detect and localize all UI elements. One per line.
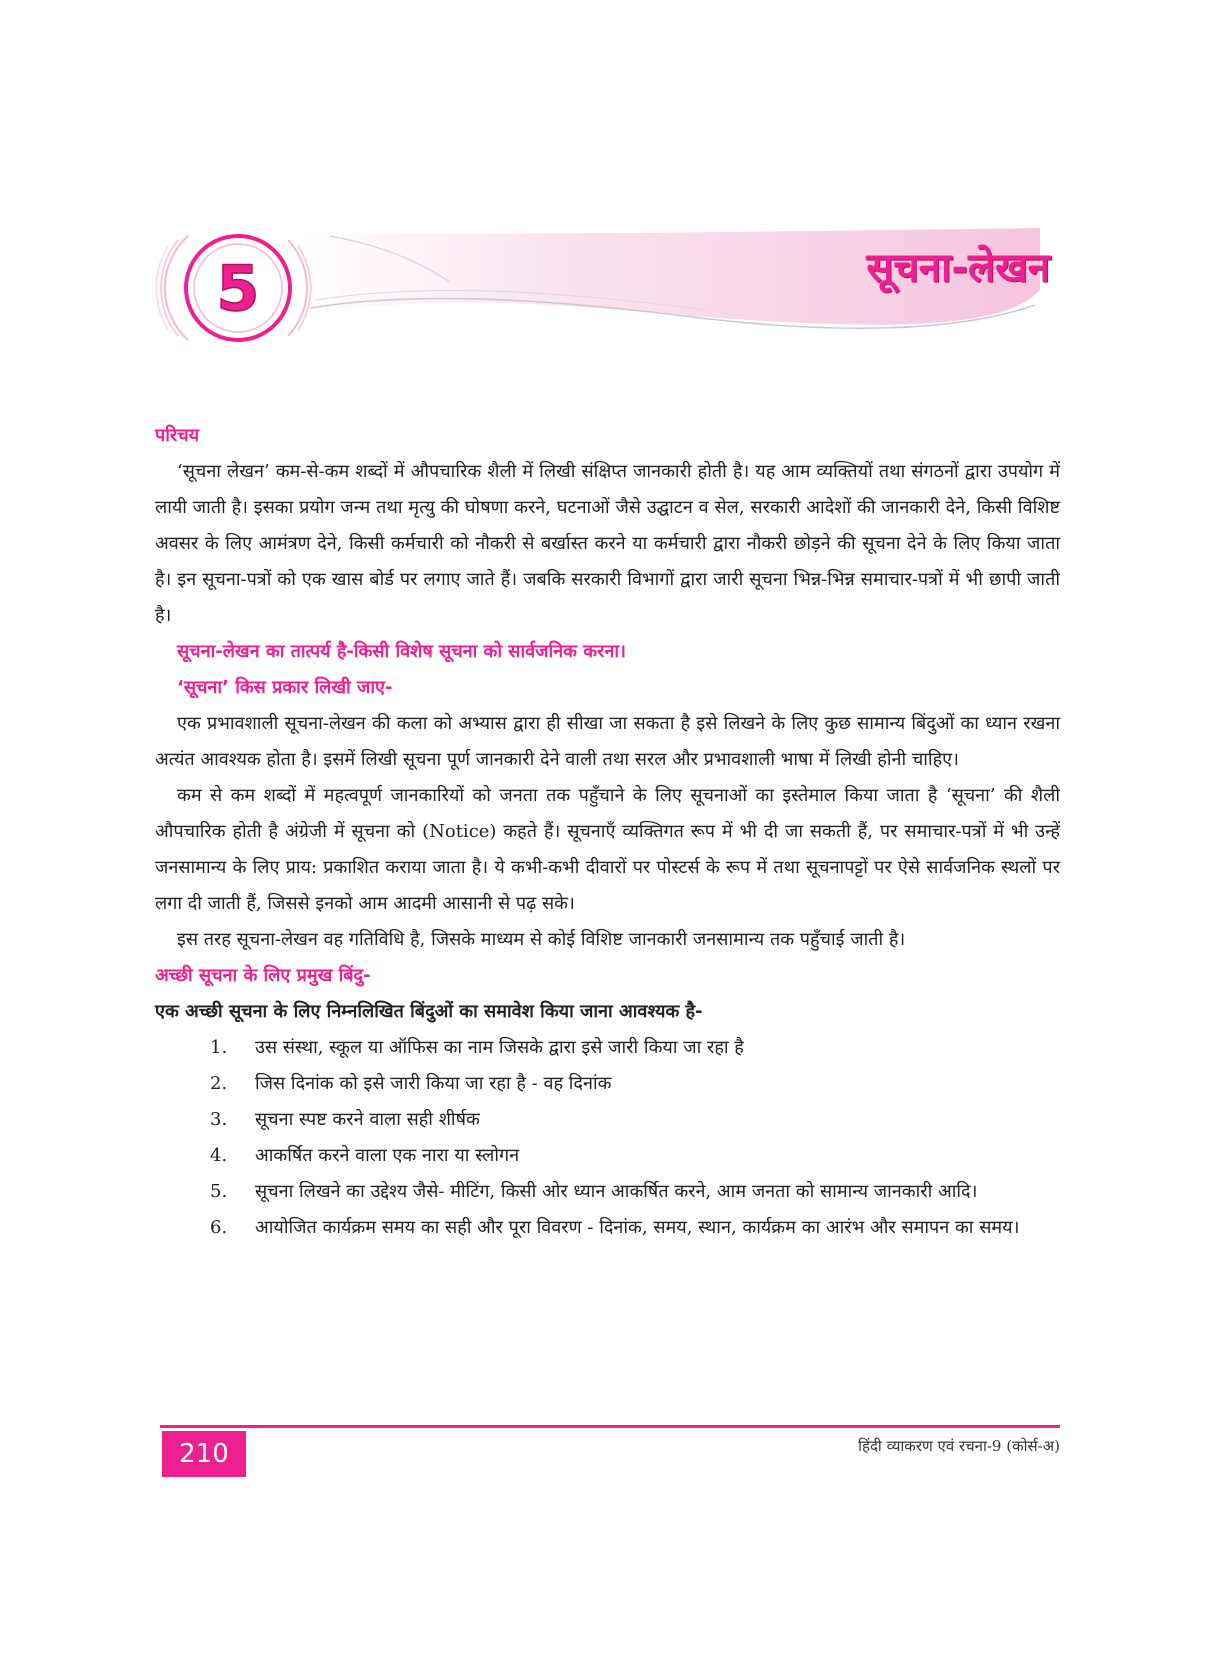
list-item-number: 5. bbox=[210, 1181, 228, 1202]
book-title: हिंदी व्याकरण एवं रचना-9 (कोर्स-अ) bbox=[858, 1437, 1060, 1455]
list-item-number: 2. bbox=[210, 1073, 228, 1094]
section-heading-intro: परिचय bbox=[155, 425, 200, 446]
list-item-text: सूचना लिखने का उद्देश्य जैसे- मीटिंग, किसी ओर ध्यान आकर्षित करने, आम जनता को सामान्य जानकारी आदि। bbox=[255, 1181, 978, 1202]
list-item bbox=[155, 1138, 1060, 1174]
footer-divider bbox=[160, 1425, 1060, 1428]
list-item bbox=[155, 1210, 1060, 1246]
list-item-number: 6. bbox=[210, 1217, 228, 1238]
list-item-text: जिस दिनांक को इसे जारी किया जा रहा है - वह दिनांक bbox=[255, 1073, 612, 1094]
highlight-definition: सूचना-लेखन का तात्पर्य है-किसी विशेष सूचना को सार्वजनिक करना। bbox=[177, 641, 626, 662]
chapter-header-band bbox=[0, 0, 1224, 360]
list-item bbox=[155, 1174, 1060, 1210]
list-item-text: उस संस्था, स्कूल या ऑफिस का नाम जिसके द्वारा इसे जारी किया जा रहा है bbox=[255, 1037, 744, 1058]
intro-paragraph-4: इस तरह सूचना-लेखन वह गतिविधि है, जिसके माध्यम से कोई विशिष्ट जानकारी जनसामान्य तक पहुँचाई जाती है। bbox=[177, 929, 906, 950]
list-item-text: सूचना स्पष्ट करने वाला सही शीर्षक bbox=[255, 1109, 480, 1130]
chapter-number: 5 bbox=[216, 252, 260, 325]
list-item-text: आकर्षित करने वाला एक नारा या स्लोगन bbox=[255, 1145, 520, 1166]
list-item bbox=[155, 1066, 1060, 1102]
page-content bbox=[155, 418, 1060, 1246]
points-list bbox=[155, 1030, 1060, 1246]
intro-paragraph-3: कम से कम शब्दों में महत्वपूर्ण जानकारियों को जनता तक पहुँचाने के लिए सूचनाओं का इस्तेमाल किया जाता है ‘सूचना’ की शैली औपचारिक होती है अंग्रेजी में सूचना को (Notice) कहते हैं। सूचनाएँ व्यक्तिगत रूप में भी दी जा सकती हैं, पर समाचार-पत्रों में भी उन्हें जनसामान्य के लिए प्राय: प्रकाशित कराया जाता है। ये कभी-कभी दीवारों पर पोस्टर्स के रूप में तथा सूचनापट्टों पर ऐसे सार्वजनिक स्थलों पर लगा दी जाती हैं, जिससे इनको आम आदमी आसानी से पढ़ सके। bbox=[155, 785, 1060, 914]
list-item-number: 4. bbox=[210, 1145, 228, 1166]
highlight-how-to-write: ‘सूचना’ किस प्रकार लिखी जाए- bbox=[177, 677, 393, 698]
page-number: 210 bbox=[162, 1431, 246, 1477]
chapter-title: सूचना-लेखन bbox=[866, 245, 1050, 291]
intro-paragraph-2: एक प्रभावशाली सूचना-लेखन की कला को अभ्यास द्वारा ही सीखा जा सकता है इसे लिखने के लिए कुछ सामान्य बिंदुओं का ध्यान रखना अत्यंत आवश्यक होता है। इसमें लिखी सूचना पूर्ण जानकारी देने वाली तथा सरल और प्रभावशाली भाषा में लिखी होनी चाहिए। bbox=[155, 713, 1060, 770]
intro-paragraph-1: ‘सूचना लेखन’ कम-से-कम शब्दों में औपचारिक शैली में लिखी संक्षिप्त जानकारी होती है। यह आम व्यक्तियों तथा संगठनों द्वारा उपयोग में लायी जाती है। इसका प्रयोग जन्म तथा मृत्यु की घोषणा करने, घटनाओं जैसे उद्घाटन व सेल, सरकारी आदेशों की जानकारी देने, किसी विशिष्ट अवसर के लिए आमंत्रण देने, किसी कर्मचारी को नौकरी से बर्खास्त करने या कर्मचारी द्वारा नौकरी छोड़ने की सूचना देने के लिए किया जाता है। इन सूचना-पत्रों को एक खास बोर्ड पर लगाए जाते हैं। जबकि सरकारी विभागों द्वारा जारी सूचना भिन्न-भिन्न समाचार-पत्रों में भी छापी जाती है। bbox=[155, 461, 1060, 626]
section-heading-points: अच्छी सूचना के लिए प्रमुख बिंदु- bbox=[155, 965, 371, 986]
list-item-number: 1. bbox=[210, 1037, 228, 1058]
list-item bbox=[155, 1030, 1060, 1066]
list-item-text: आयोजित कार्यक्रम समय का सही और पूरा विवरण - दिनांक, समय, स्थान, कार्यक्रम का आरंभ और समापन का समय। bbox=[255, 1217, 1020, 1238]
points-subheading: एक अच्छी सूचना के लिए निम्नलिखित बिंदुओं का समावेश किया जाना आवश्यक है- bbox=[155, 1001, 703, 1022]
list-item-number: 3. bbox=[210, 1109, 228, 1130]
list-item bbox=[155, 1102, 1060, 1138]
